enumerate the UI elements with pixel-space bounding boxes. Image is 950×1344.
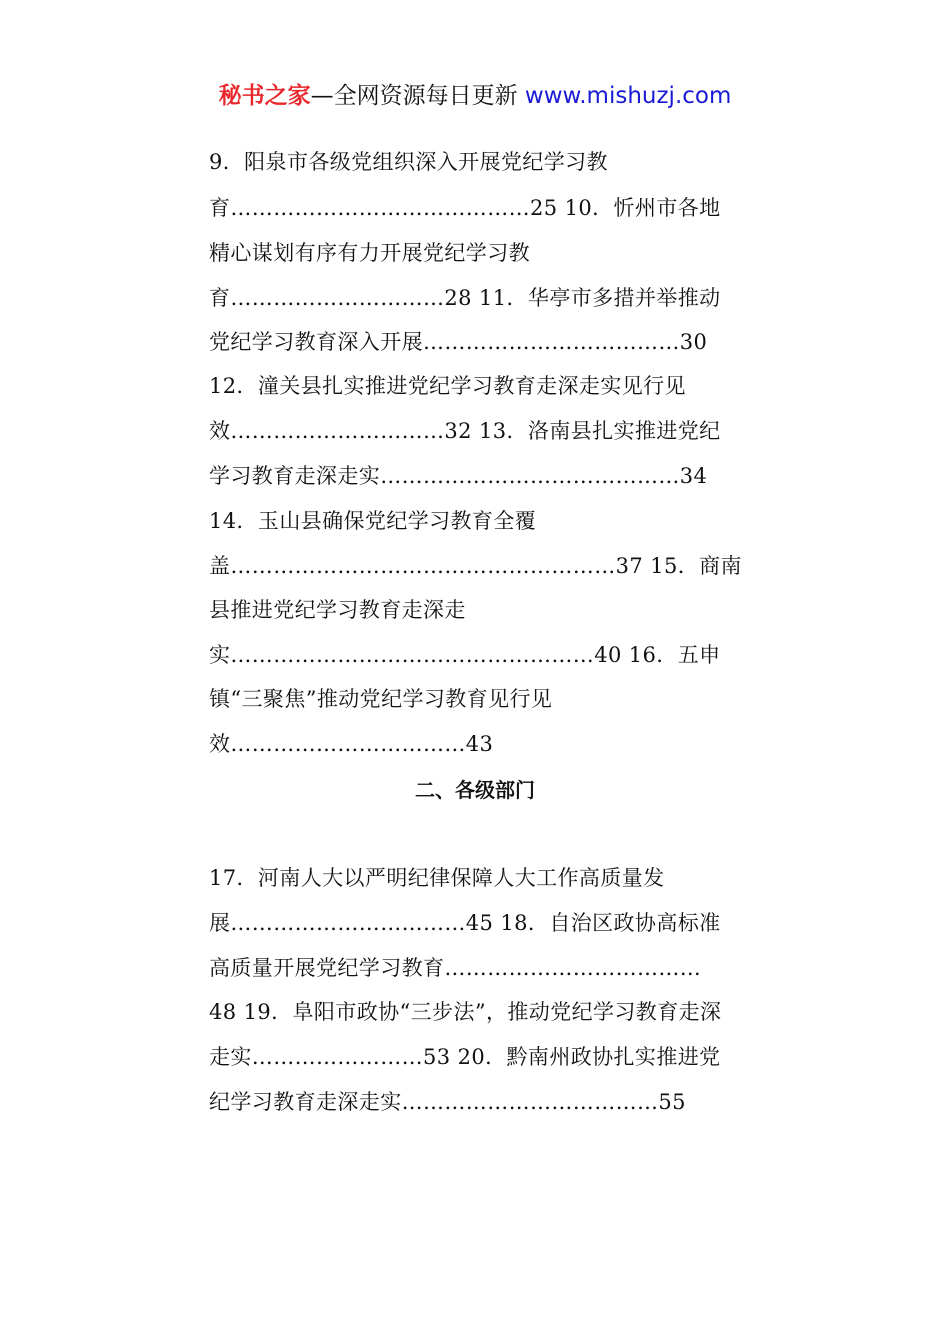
header-brand: 秘书之家: [218, 83, 311, 109]
toc-line: 盖………………………………………………37 15．商南: [209, 554, 742, 578]
toc-line: 学习教育走深走实……………………………………34: [209, 464, 708, 488]
toc-line: 党纪学习教育深入开展………………………………30: [209, 330, 708, 354]
toc-line: 效…………………………32 13．洛南县扎实推进党纪: [209, 419, 721, 443]
toc-line: 育……………………………………25 10．忻州市各地: [209, 196, 721, 220]
toc-line: 效……………………………43: [209, 732, 494, 756]
header-url-link[interactable]: www.mishuzj.com: [524, 83, 732, 109]
toc-line: 纪学习教育走深走实………………………………55: [209, 1090, 686, 1114]
header-dash: —: [310, 83, 334, 109]
toc-line: 县推进党纪学习教育走深走: [209, 598, 466, 622]
toc-line: 17．河南人大以严明纪律保障人大工作高质量发: [209, 866, 665, 890]
page-header: [0, 80, 950, 112]
toc-line: 高质量开展党纪学习教育………………………………: [209, 956, 702, 980]
toc-line: 走实……………………53 20．黔南州政协扎实推进党: [209, 1045, 721, 1069]
toc-line: 展……………………………45 18．自治区政协高标准: [209, 911, 721, 935]
toc-line: 育…………………………28 11．华亭市多措并举推动: [209, 286, 721, 310]
toc-line: 精心谋划有序有力开展党纪学习教: [209, 241, 530, 265]
toc-line: 14．玉山县确保党纪学习教育全覆: [209, 509, 537, 533]
header-slogan: 全网资源每日更新: [333, 83, 518, 109]
toc-line: 48 19．阜阳市政协“三步法”，推动党纪学习教育走深: [209, 1000, 722, 1024]
toc-line: 实……………………………………………40 16．五申: [209, 643, 721, 667]
toc-line: 镇“三聚焦”推动党纪学习教育见行见: [209, 687, 553, 711]
section-heading: 二、各级部门: [415, 778, 535, 802]
toc-line: 9．阳泉市各级党组织深入开展党纪学习教: [209, 150, 608, 174]
toc-line: 12．潼关县扎实推进党纪学习教育走深走实见行见: [209, 374, 686, 398]
